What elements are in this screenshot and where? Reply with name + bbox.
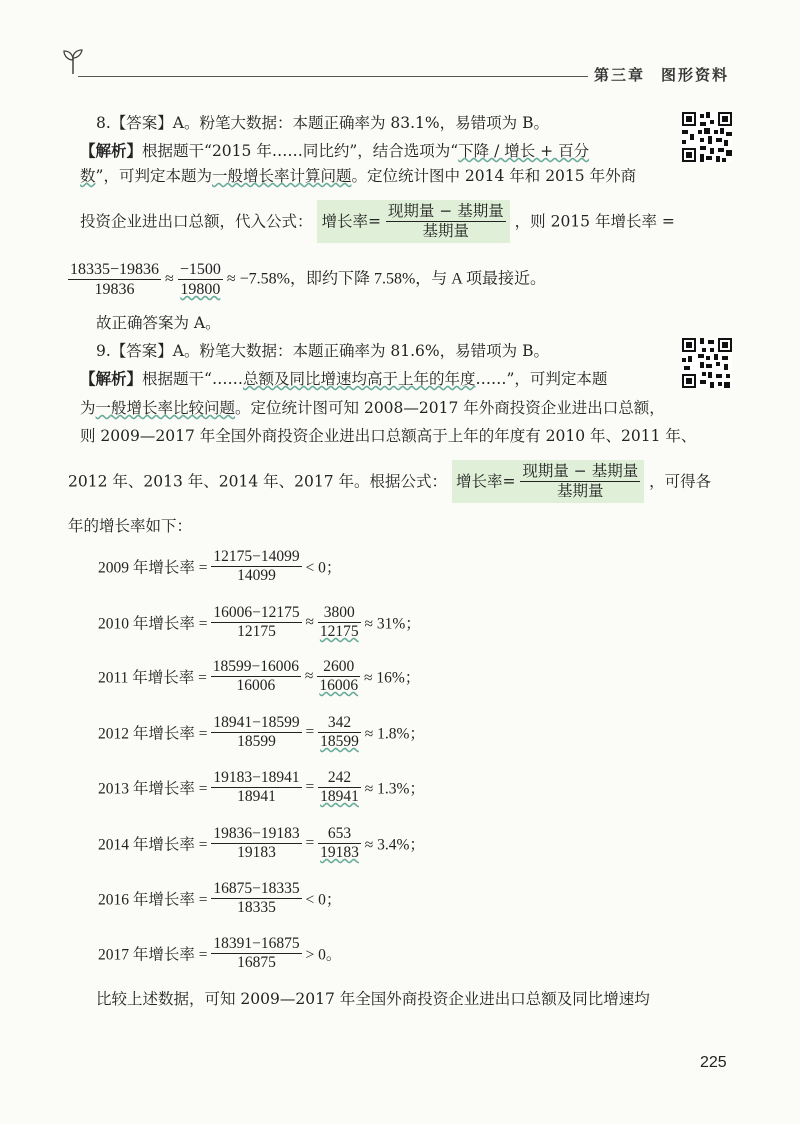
q9-analysis-tag: 【解析】 xyxy=(80,369,143,388)
row-relation: ≈ xyxy=(305,613,315,631)
row-denominator: 14099 xyxy=(237,567,276,584)
row-approx-numerator: 653 xyxy=(318,825,361,844)
row-approx-numerator: 2600 xyxy=(317,658,360,677)
q8-problem-type: 一般增长率计算问题 xyxy=(211,167,352,185)
row-denominator: 18599 xyxy=(237,733,276,750)
row-denominator: 16875 xyxy=(237,954,276,971)
q8-answer-line: 8.【答案】A。粉笔大数据：本题正确率为 83.1%，易错项为 B。 xyxy=(96,114,549,132)
chapter-section: 图形资料 xyxy=(661,66,730,84)
row-numerator: 12175−14099 xyxy=(213,548,300,565)
row-label: 2012 年增长率 = xyxy=(98,725,208,743)
row-denominator: 12175 xyxy=(237,623,276,640)
q9-analysis-text: 2012 年、2013 年、2014 年、2017 年。根据公式： xyxy=(68,472,447,491)
row-numerator: 19836−19183 xyxy=(213,825,300,842)
row-relation: = xyxy=(305,723,315,741)
row-label: 2013 年增长率 = xyxy=(98,780,208,798)
growth-rate-row xyxy=(98,604,421,641)
row-relation: = xyxy=(305,778,315,796)
row-label: 2010 年增长率 = xyxy=(98,615,208,633)
chapter-title xyxy=(594,64,729,85)
row-denominator: 16006 xyxy=(236,677,276,694)
q8-option-highlight-end: 数 xyxy=(80,167,96,185)
q8-analysis-tag: 【解析】 xyxy=(80,141,143,160)
row-result: ≈ 31%； xyxy=(364,615,421,633)
q8-calculation: $\frac{18335-19836}{19836}$ ≈ $\frac{-1500}{19800}$ ≈ −7.58%，即约下降 7.58%，与 A 项最接近。 xyxy=(70,261,546,298)
row-approx-numerator: 342 xyxy=(318,714,361,733)
row-approx-denominator: 18599 xyxy=(320,733,359,750)
row-label: 2014 年增长率 = xyxy=(98,836,208,854)
q8-conclusion: 故正确答案为 A。 xyxy=(96,314,221,332)
q9-problem-type: 一般增长率比较问题 xyxy=(95,399,236,417)
growth-rate-row xyxy=(98,880,341,917)
q8-analysis-text: 投资企业进出口总额，代入公式： xyxy=(80,212,313,231)
row-label: 2016 年增长率 = xyxy=(98,891,208,909)
formula-label: 增长率= xyxy=(321,212,381,231)
q8-analysis-line-1 xyxy=(80,140,589,162)
row-label: 2011 年增长率 = xyxy=(98,669,207,687)
q9-analysis-line-5: 年的增长率如下： xyxy=(68,517,193,535)
row-numerator: 18941−18599 xyxy=(213,714,300,731)
page-header xyxy=(0,0,800,100)
q9-analysis-text: 根据题干“…… xyxy=(142,370,243,388)
row-numerator: 16875−18335 xyxy=(213,880,300,897)
growth-rate-row xyxy=(98,714,425,751)
row-approx-numerator: 3800 xyxy=(318,604,361,623)
chapter-number: 第三章 xyxy=(594,66,646,84)
row-label: 2017 年增长率 = xyxy=(98,946,208,964)
growth-rate-row xyxy=(98,548,341,585)
q8-analysis-text: 。定位统计图中 2014 年和 2015 年外商 xyxy=(351,167,637,185)
q9-analysis-line-3: 则 2009—2017 年全国外商投资企业进出口总额高于上年的年度有 2010 年、2011 年、 xyxy=(80,427,697,445)
row-relation: ≈ xyxy=(304,667,314,685)
row-result: ≈ 1.8%； xyxy=(364,725,425,743)
row-approx-denominator: 16006 xyxy=(319,677,359,694)
row-numerator: 18391−16875 xyxy=(213,935,300,952)
q9-analysis-line-4 xyxy=(68,460,711,503)
q9-answer-line: 9.【答案】A。粉笔大数据：本题正确率为 81.6%，易错项为 B。 xyxy=(96,342,549,360)
row-result: ≈ 3.4%； xyxy=(364,836,425,854)
calc-numerator: 18335−19836 xyxy=(70,261,160,278)
formula-denominator: 基期量 xyxy=(422,222,470,240)
qr-code-icon[interactable] xyxy=(682,338,732,388)
q9-analysis-line-1 xyxy=(80,368,607,390)
row-numerator: 19183−18941 xyxy=(213,769,300,786)
q9-analysis-text: ，可得各 xyxy=(649,472,712,491)
row-denominator: 19183 xyxy=(237,844,276,861)
row-result: < 0； xyxy=(305,891,342,909)
formula-label: 增长率= xyxy=(455,472,516,491)
row-numerator: 18599−16006 xyxy=(212,658,300,675)
q8-growth-formula xyxy=(317,200,509,243)
row-approx-denominator: 12175 xyxy=(319,623,359,640)
row-denominator: 18941 xyxy=(237,788,276,805)
row-relation: = xyxy=(305,834,315,852)
growth-rate-row xyxy=(98,658,420,695)
row-result: ≈ 1.3%； xyxy=(364,780,425,798)
header-rule xyxy=(78,76,588,77)
growth-rate-row xyxy=(98,769,425,806)
q9-analysis-text: 。定位统计图可知 2008—2017 年外商投资企业进出口总额， xyxy=(235,399,665,417)
growth-rate-row xyxy=(98,825,425,862)
qr-code-icon[interactable] xyxy=(682,112,732,162)
calc-result: ≈ −7.58%，即约下降 7.58%，与 A 项最接近。 xyxy=(226,270,546,288)
row-result: > 0。 xyxy=(305,946,342,964)
formula-numerator: 现期量 − 基期量 xyxy=(522,462,639,480)
q9-analysis-text: 为 xyxy=(80,399,96,417)
q9-growth-formula xyxy=(452,460,644,503)
q9-key-phrase: 总额及同比增速均高于上年的年度 xyxy=(242,370,476,388)
row-approx-denominator: 19183 xyxy=(320,844,359,861)
growth-rate-row xyxy=(98,935,341,972)
row-denominator: 18335 xyxy=(237,899,276,916)
q8-analysis-text: ，则 2015 年增长率 = xyxy=(514,212,675,231)
row-result: < 0； xyxy=(305,559,342,577)
row-label: 2009 年增长率 = xyxy=(98,559,208,577)
calc-numerator: −1500 xyxy=(179,261,221,278)
q8-analysis-text: ”，可判定本题为 xyxy=(95,167,212,185)
page-number: 225 xyxy=(700,1054,727,1071)
formula-numerator: 现期量 − 基期量 xyxy=(387,202,504,220)
row-approx-numerator: 242 xyxy=(318,769,361,788)
row-approx-denominator: 18941 xyxy=(320,788,359,805)
q9-analysis-text: ……”，可判定本题 xyxy=(475,370,608,388)
q8-analysis-line-2 xyxy=(80,165,636,187)
formula-denominator: 基期量 xyxy=(557,482,604,500)
row-result: ≈ 16%； xyxy=(363,669,421,687)
calc-denominator: 19800 xyxy=(180,281,221,298)
q8-option-highlight: 下降 / 增长 + 百分 xyxy=(458,142,590,160)
sprout-icon xyxy=(62,48,84,74)
q9-final-line: 比较上述数据，可知 2009—2017 年全国外商投资企业进出口总额及同比增速均 xyxy=(96,990,650,1008)
q9-analysis-line-2 xyxy=(80,397,665,419)
calc-denominator: 19836 xyxy=(94,281,135,298)
q8-analysis-text: 根据题干“2015 年……同比约”，结合选项为“ xyxy=(142,142,459,160)
q8-analysis-line-3 xyxy=(80,200,675,243)
row-numerator: 16006−12175 xyxy=(213,604,300,621)
